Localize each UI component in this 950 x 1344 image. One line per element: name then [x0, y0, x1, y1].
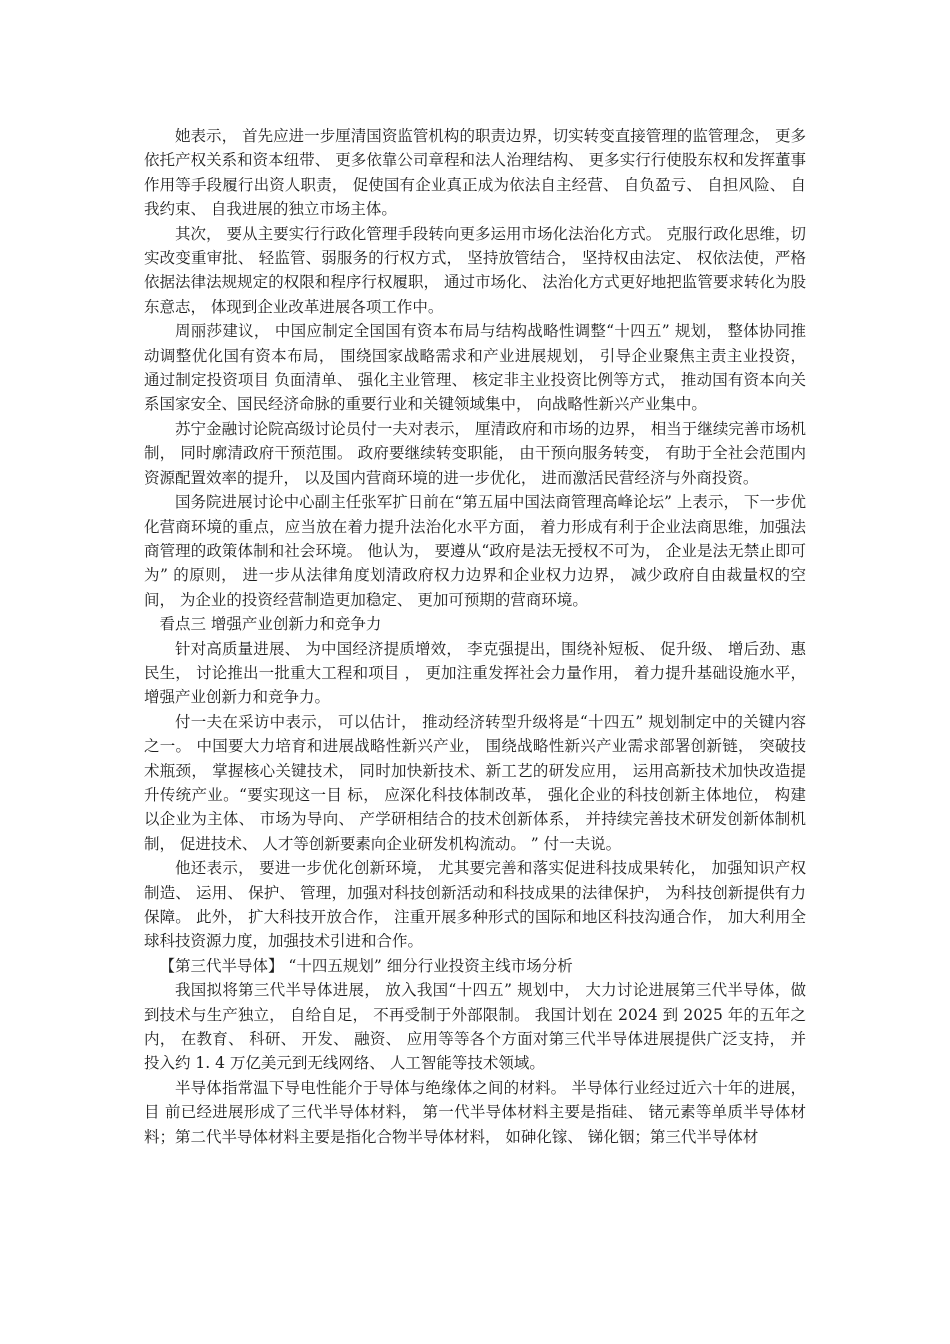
paragraph: 周丽莎建议， 中国应制定全国国有资本布局与结构战略性调整“十四五” 规划， 整体协同推动调整优化国有资本布局， 围绕国家战略需求和产业进展规划， 引导企业聚焦主责主业投资， 通过制定投资项目 负面清单、 强化主业管理、 核定非主业投资比例等方式， 推动国有资本向关系国家安全、国民经济命脉的重要行业和关键领域集中， 向战略性新兴产业集中。: [144, 322, 806, 414]
paragraph: 付一夫在采访中表示， 可以估计， 推动经济转型升级将是“十四五” 规划制定中的关键内容之一。 中国要大力培育和进展战略性新兴产业， 围绕战略性新兴产业需求部署创新链， 突破技术瓶颈， 掌握核心关键技术， 同时加快新技术、新工艺的研发应用， 运用高新技术加快改造提升传统产业。“要实现这一目 标， 应深化科技体制改革， 强化企业的科技创新主体地位， 构建以企业为主体、 市场为导向、 产学研相结合的技术创新体系， 并持续完善技术研发创新体制机制， 促进技术、 人才等创新要素向企业研发机构流动。 ” 付一夫说。: [144, 712, 806, 853]
section-heading: 看点三 增强产业创新力和竞争力: [159, 615, 382, 634]
document-body: [144, 124, 806, 1149]
paragraph: 针对高质量进展、 为中国经济提质增效， 李克强提出，围绕补短板、 促升级、 增后劲、惠民生， 讨论推出一批重大工程和项目 ， 更加注重发挥社会力量作用， 着力提升基础设施水平， 增强产业创新力和竞争力。: [144, 639, 806, 707]
paragraph: 其次， 要从主要实行行政化管理手段转向更多运用市场化法治化方式。 克服行政化思维，切实改变重审批、 轻监管、弱服务的行权方式， 坚持放管结合， 坚持权由法定、 权依法使，严格依据法律法规规定的权限和程序行权履职， 通过市场化、 法治化方式更好地把监管要求转化为股东意志， 体现到企业改革进展各项工作中。: [144, 224, 806, 316]
paragraph: 半导体指常温下导电性能介于导体与绝缘体之间的材料。 半导体行业经过近六十年的进展，目 前已经进展形成了三代半导体材料， 第一代半导体材料主要是指硅、 锗元素等单质半导体材料；第二代半导体材料主要是指化合物半导体材料， 如砷化镓、 锑化铟；第三代半导体材: [144, 1078, 806, 1146]
paragraph: 我国拟将第三代半导体进展， 放入我国“十四五” 规划中， 大力讨论进展第三代半导体，做到技术与生产独立， 自给自足， 不再受制于外部限制。 我国计划在 2024 到 2025 年的五年之内， 在教育、 科研、 开发、 融资、 应用等等各个方面对第三代半导体进展提供广泛支持， 并投入约 1. 4 万亿美元到无线网络、 人工智能等技术领域。: [144, 981, 806, 1073]
paragraph: 他还表示， 要进一步优化创新环境， 尤其要完善和落实促进科技成果转化， 加强知识产权制造、 运用、 保护、 管理，加强对科技创新活动和科技成果的法律保护， 为科技创新提供有力保障。 此外， 扩大科技开放合作， 注重开展多种形式的国际和地区科技沟通合作， 加大利用全球科技资源力度，加强技术引进和合作。: [144, 859, 806, 951]
paragraph: 国务院进展讨论中心副主任张军扩日前在“第五届中国法商管理高峰论坛” 上表示， 下一步优化营商环境的重点，应当放在着力提升法治化水平方面， 着力形成有利于企业法商思维，加强法商管理的政策体制和社会环境。 他认为， 要遵从“政府是法无授权不可为， 企业是法无禁止即可为” 的原则， 进一步从法律角度划清政府权力边界和企业权力边界， 减少政府自由裁量权的空间， 为企业的投资经营制造更加稳定、 更加可预期的营商环境。: [144, 493, 806, 609]
paragraph: 她表示， 首先应进一步厘清国资监管机构的职责边界，切实转变直接管理的监管理念， 更多依托产权关系和资本纽带、 更多依靠公司章程和法人治理结构、 更多实行行使股东权和发挥董事作用等手段履行出资人职责， 促使国有企业真正成为依法自主经营、 自负盈亏、 自担风险、 自我约束、 自我进展的独立市场主体。: [144, 127, 806, 219]
section-heading: 【第三代半导体】 “十四五规划” 细分行业投资主线市场分析: [159, 956, 573, 975]
paragraph: 苏宁金融讨论院高级讨论员付一夫对表示， 厘清政府和市场的边界， 相当于继续完善市场机制， 同时廓清政府干预范围。 政府要继续转变职能， 由干预向服务转变， 有助于全社会范围内资源配置效率的提升， 以及国内营商环境的进一步优化， 进而激活民营经济与外商投资。: [144, 419, 806, 487]
